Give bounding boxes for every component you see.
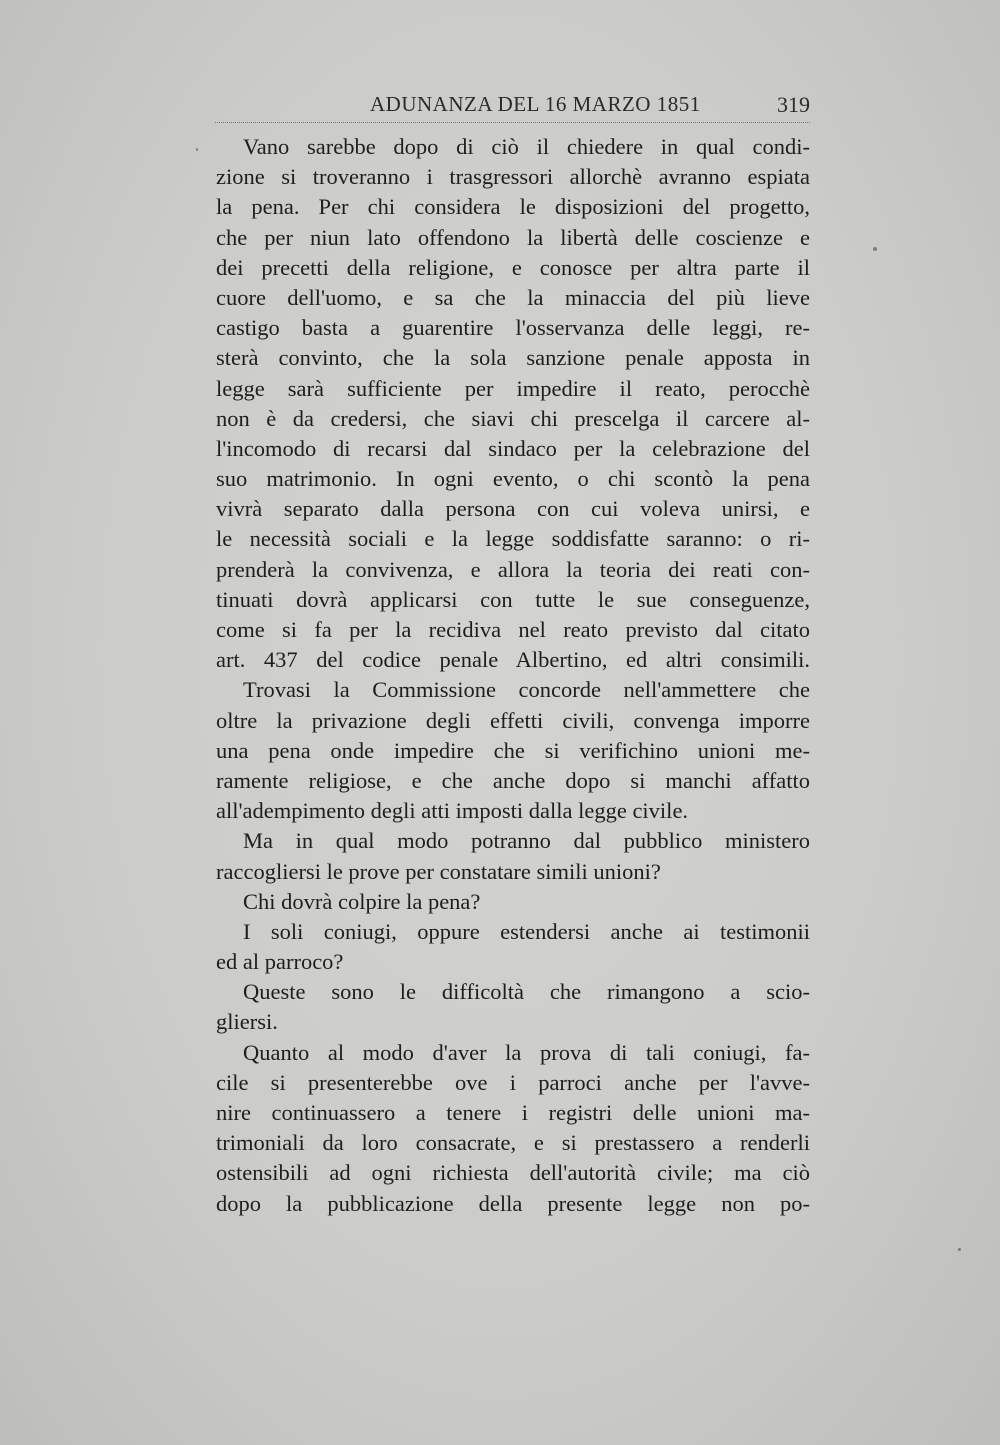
ink-speck [873, 247, 877, 251]
text-line: nire continuassero a tenere i registri delle unioni ma- [216, 1100, 810, 1125]
text-line: raccogliersi le prove per constatare simili unioni? [216, 858, 661, 884]
text-line: cile si presenterebbe ove i parroci anche per l'avve- [216, 1069, 810, 1095]
page-number: 319 [777, 92, 810, 117]
text-line: suo matrimonio. In ogni evento, o chi scontò la pena [216, 466, 810, 492]
text-line: vivrà separato dalla persona con cui voleva unirsi, e [216, 496, 810, 522]
text-line: zione si troveranno i trasgressori allorchè avranno espiata [216, 164, 810, 190]
text-line: cuore dell'uomo, e sa che la minaccia del più lieve [216, 284, 810, 310]
text-line: l'incomodo di recarsi dal sindaco per la celebrazione del [216, 435, 810, 461]
text-line: Chi dovrà colpire la pena? [243, 888, 481, 914]
text-line: castigo basta a guarentire l'osservanza delle leggi, re- [216, 315, 810, 341]
text-line: gliersi. [216, 1009, 278, 1035]
text-line: Trovasi la Commissione concorde nell'ammettere che [243, 677, 810, 703]
text-line: ramente religiose, e che anche dopo si manchi affatto [216, 767, 810, 793]
text-line: Vano sarebbe dopo di ciò il chiedere in qual condi- [243, 134, 810, 159]
text-line: la pena. Per chi considera le disposizioni del progetto, [216, 194, 810, 220]
text-line: dopo la pubblicazione della presente legge non po- [216, 1190, 810, 1216]
text-line: art. 437 del codice penale Albertino, ed altri consimili. [216, 647, 810, 673]
text-line: ed al parroco? [216, 949, 344, 975]
text-line: all'adempimento degli atti imposti dalla legge civile. [216, 798, 689, 824]
text-line: legge sarà sufficiente per impedire il reato, perocchè [216, 375, 810, 401]
text-line: ostensibili ad ogni richiesta dell'autorità civile; ma ciò [216, 1160, 810, 1186]
text-line: dei precetti della religione, e conosce per altra parte il [216, 254, 810, 280]
text-line: Queste sono le difficoltà che rimangono a scio- [243, 979, 810, 1005]
text-line: che per niun lato offendono la libertà delle coscienze e [216, 224, 810, 250]
ink-speck [958, 1248, 961, 1251]
running-head [215, 88, 810, 123]
ink-speck [196, 148, 198, 151]
text-line: trimoniali da loro consacrate, e si prestassero a renderli [216, 1130, 810, 1156]
text-line: sterà convinto, che la sola sanzione penale apposta in [216, 345, 810, 371]
text-line: Ma in qual modo potranno dal pubblico ministero [243, 828, 810, 854]
text-line: come si fa per la recidiva nel reato previsto dal citato [216, 617, 810, 642]
text-line: una pena onde impedire che si verifichino unioni me- [216, 737, 810, 763]
text-line: Quanto al modo d'aver la prova di tali coniugi, fa- [243, 1039, 810, 1065]
text-line: oltre la privazione degli effetti civili, convenga imporre [216, 707, 810, 733]
running-head-title: ADUNANZA DEL 16 MARZO 1851 [370, 92, 701, 116]
body-text [216, 132, 810, 1219]
text-line: I soli coniugi, oppure estendersi anche ai testimonii [243, 918, 810, 944]
text-line: non è da credersi, che siavi chi prescelga il carcere al- [216, 405, 810, 431]
text-line: prenderà la convivenza, e allora la teoria dei reati con- [216, 556, 810, 582]
text-line: le necessità sociali e la legge soddisfatte saranno: o ri- [216, 526, 810, 552]
text-line: tinuati dovrà applicarsi con tutte le sue conseguenze, [216, 586, 810, 612]
